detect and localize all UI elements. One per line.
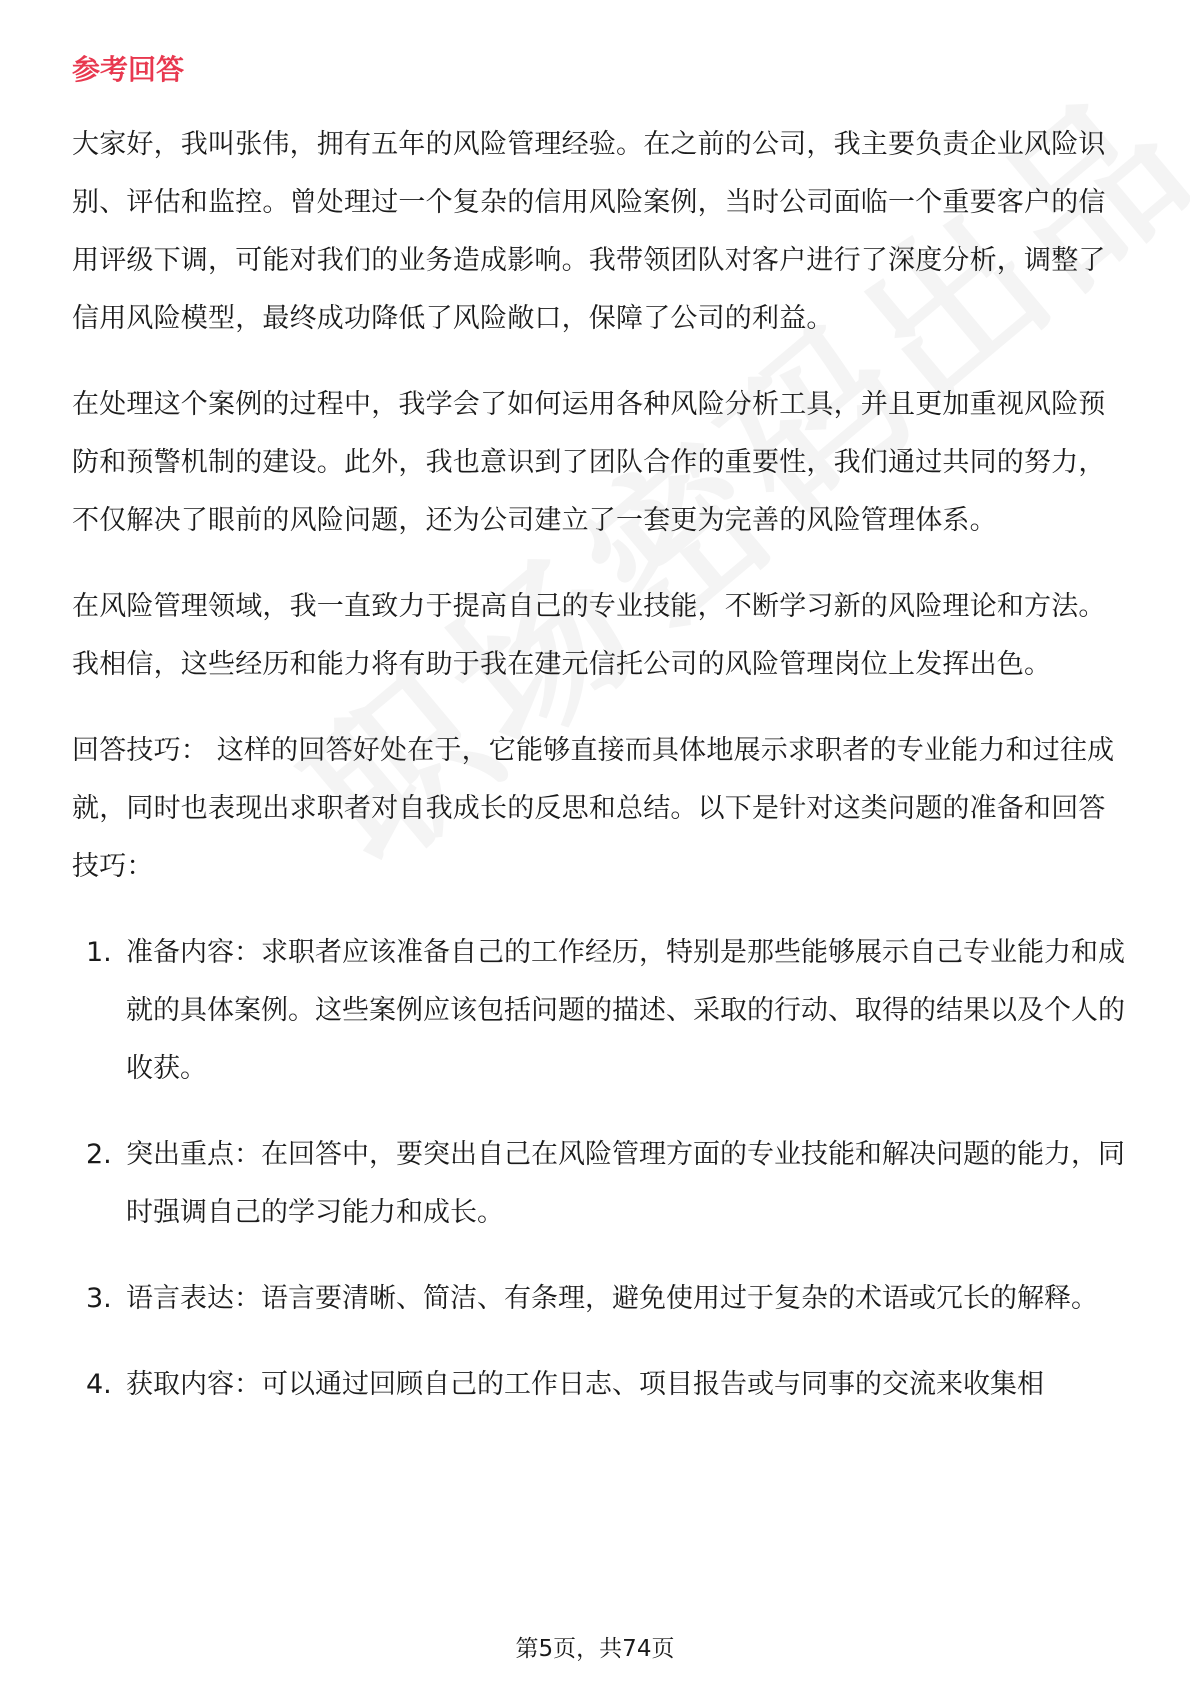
page-footer: 第5页，共74页 [515,1636,675,1662]
list-item [72,1356,1132,1414]
paragraph: 在处理这个案例的过程中，我学会了如何运用各种风险分析工具，并且更加重视风险预防和预警机制的建设。此外，我也意识到了团队合作的重要性，我们通过共同的努力，不仅解决了眼前的风险问题，还为公司建立了一套更为完善的风险管理体系。 [72,389,1106,536]
list-item-text: 获取内容：可以通过回顾自己的工作日志、项目报告或与同事的交流来收集相 [126,1369,1044,1400]
list-item-text: 准备内容：求职者应该准备自己的工作经历，特别是那些能够展示自己专业能力和成就的具体案例。这些案例应该包括问题的描述、采取的行动、取得的结果以及个人的收获。 [126,937,1125,1084]
list-item [72,1270,1132,1328]
list-item-text: 语言表达：语言要清晰、简洁、有条理，避免使用过于复杂的术语或冗长的解释。 [126,1283,1098,1314]
list-number: 3. [86,1283,112,1314]
list-item [72,924,1132,1098]
list-number: 1. [86,937,112,968]
list-number: 2. [86,1139,112,1170]
paragraph: 在风险管理领域，我一直致力于提高自己的专业技能，不断学习新的风险理论和方法。我相信，这些经历和能力将有助于我在建元信托公司的风险管理岗位上发挥出色。 [72,591,1106,680]
list-item [72,1126,1132,1242]
section-heading: 参考回答 [72,53,185,86]
paragraph: 大家好，我叫张伟，拥有五年的风险管理经验。在之前的公司，我主要负责企业风险识别、评估和监控。曾处理过一个复杂的信用风险案例，当时公司面临一个重要客户的信用评级下调，可能对我们的业务造成影响。我带领团队对客户进行了深度分析，调整了信用风险模型，最终成功降低了风险敞口，保障了公司的利益。 [72,129,1106,334]
tips-list [72,924,1132,1414]
paragraph: 回答技巧： 这样的回答好处在于，它能够直接而具体地展示求职者的专业能力和过往成就，同时也表现出求职者对自我成长的反思和总结。以下是针对这类问题的准备和回答技巧： [72,735,1115,882]
document-body [72,50,1132,1442]
list-item-text: 突出重点：在回答中，要突出自己在风险管理方面的专业技能和解决问题的能力，同时强调自己的学习能力和成长。 [126,1139,1125,1228]
list-number: 4. [86,1369,112,1400]
